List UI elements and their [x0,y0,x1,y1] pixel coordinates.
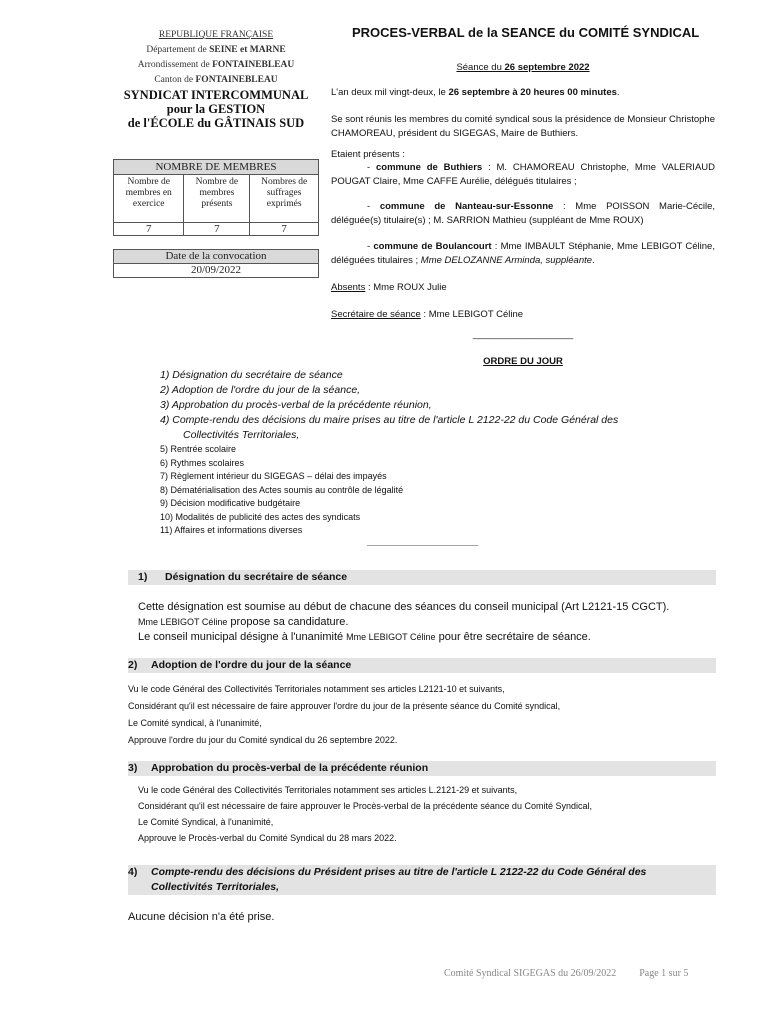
commune-nanteau: - commune de Nanteau-sur-Essonne : Mme POISSON Marie-Cécile, déléguée(s) titulaire(s) ; M. SARRION Mathieu (suppléant de Mme ROUX) [331,201,715,226]
section-1-line-2: Mme LEBIGOT Céline propose sa candidature. [138,616,349,628]
ordre-title: ORDRE DU JOUR [483,356,563,367]
ordre-item: 9) Décision modificative budgétaire [160,498,301,508]
section-2-line: Le Comité syndical, à l'unanimité, [128,718,262,728]
section-3-title: Approbation du procès-verbal de la précédente réunion [151,762,429,774]
seance-date-line: Séance du 26 septembre 2022 [456,62,590,73]
intro-divider: ___________________ [472,329,574,340]
members-value-exercice: 7 [114,223,184,236]
section-4-body: Aucune décision n'a été prise. [128,911,275,923]
section-1-header [128,570,716,585]
section-3-line: Le Comité Syndical, à l'unanimité, [138,817,274,827]
ordre-item: 11) Affaires et informations diverses [160,525,303,535]
absents-line: Absents : Mme ROUX Julie [331,282,447,293]
ordre-item: 7) Règlement intérieur du SIGEGAS – délai des impayés [160,471,387,481]
departement-line: Département de SEINE et MARNE [146,45,286,55]
ordre-item: 8) Dématérialisation des Actes soumis au contrôle de légalité [160,484,404,495]
section-4-title-line-2: Collectivités Territoriales, [151,881,279,893]
section-4-number: 4) [128,866,138,878]
section-1-number: 1) [138,571,148,583]
syndicat-name-1: SYNDICAT INTERCOMMUNAL [123,88,309,102]
section-3-body [138,782,716,846]
section-3-number: 3) [128,762,138,774]
canton-line: Canton de FONTAINEBLEAU [154,75,278,85]
convocation-box [113,249,319,278]
ordre-item: 6) Rythmes scolaires [160,457,245,468]
footer [444,968,688,979]
syndicat-name-3: de l'ÉCOLE du GÂTINAIS SUD [127,116,305,130]
footer-left: Comité Syndical SIGEGAS du 26/09/2022 [444,968,617,979]
section-3-line: Vu le code Général des Collectivités Territoriales notamment ses articles L.2121-29 et suivants, [138,785,518,795]
convocation-label: Date de la convocation [114,250,318,264]
members-header-suffrages: Nombres de suffrages exprimés [250,175,319,223]
convocation-date: 20/09/2022 [190,264,242,276]
section-4-title-line-1: Compte-rendu des décisions du Président prises au titre de l'article L 2122-22 du Code Général des [151,866,647,878]
header-left [112,28,320,130]
members-table-title: NOMBRE DE MEMBRES [114,160,319,175]
members-header-exercice: Nombre de membres en exercice [114,175,184,223]
members-table [113,159,319,236]
presents-label: Etaient présents : [331,149,405,160]
section-3-line: Approuve le Procès-verbal du Comité Syndical du 28 mars 2022. [138,833,397,843]
ordre-divider: ____________________ [367,536,479,547]
intro-paragraph-2: Se sont réunis les membres du comité syndical sous la présidence de Monsieur Christophe CHAMOREAU, président du SIGEGAS, Maire de Buthiers. [331,114,715,139]
commune-buthiers: - commune de Buthiers : M. CHAMOREAU Christophe, Mme VALERIAUD POUGAT Claire, Mme CAFFE Aurélie, délégués titulaires ; [331,162,715,187]
members-value-suffrages: 7 [250,223,319,236]
section-2-line: Vu le code Général des Collectivités Territoriales notamment ses articles L2121-10 et suivants, [128,684,505,694]
secretaire-line: Secrétaire de séance : Mme LEBIGOT Céline [331,309,524,320]
ordre-item: 3) Approbation du procès-verbal de la précédente réunion, [160,399,432,411]
ordre-item: 1) Désignation du secrétaire de séance [160,369,343,381]
section-3-header [128,761,716,776]
section-2-number: 2) [128,659,138,671]
section-2-line: Considérant qu'il est nécessaire de faire approuver l'ordre du jour de la présente séance du Comité syndical, [128,701,561,711]
section-1-title: Désignation du secrétaire de séance [165,571,348,583]
section-4-header [128,865,716,895]
section-4-title [151,865,716,895]
syndicat-name-2: pour la GESTION [166,102,266,116]
section-1-line-1: Cette désignation est soumise au début de chacune des séances du conseil municipal (Art L2121-15 CGCT). [138,601,670,613]
ordre-list [160,368,716,538]
ordre-item: 2) Adoption de l'ordre du jour de la séance, [160,384,361,396]
ordre-item: 10) Modalités de publicité des actes des syndicats [160,511,361,522]
section-2-header [128,658,716,673]
section-1-line-3: Le conseil municipal désigne à l'unanimité Mme LEBIGOT Céline pour être secrétaire de séance. [138,631,591,643]
footer-page-number: Page 1 sur 5 [639,968,689,979]
ordre-item-cont: Collectivités Territoriales, [183,429,300,441]
members-header-presents: Nombre de membres présents [184,175,250,223]
section-3-line: Considérant qu'il est nécessaire de faire approuver le Procès-verbal de la précédente séance du Comité Syndical, [138,801,592,811]
intro-paragraph-1: L'an deux mil vingt-deux, le 26 septembre à 20 heures 00 minutes. [331,87,620,98]
commune-boulancourt: - commune de Boulancourt : Mme IMBAULT Stéphanie, Mme LEBIGOT Céline, déléguées titulaires ; Mme DELOZANNE Arminda, suppléante. [331,241,715,266]
section-2-line: Approuve l'ordre du jour du Comité syndical du 26 septembre 2022. [128,735,398,745]
arrondissement-line: Arrondissement de FONTAINEBLEAU [137,60,295,70]
members-value-presents: 7 [184,223,250,236]
ordre-item: 4) Compte-rendu des décisions du maire prises au titre de l'article L 2122-22 du Code Général des [160,414,619,426]
section-2-body [128,681,716,749]
section-2-title: Adoption de l'ordre du jour de la séance [151,659,352,671]
page-title: PROCES-VERBAL de la SEANCE du COMITÉ SYNDICAL [352,25,700,40]
ordre-item: 5) Rentrée scolaire [160,444,237,454]
republique-label: REPUBLIQUE FRANÇAISE [158,30,274,40]
